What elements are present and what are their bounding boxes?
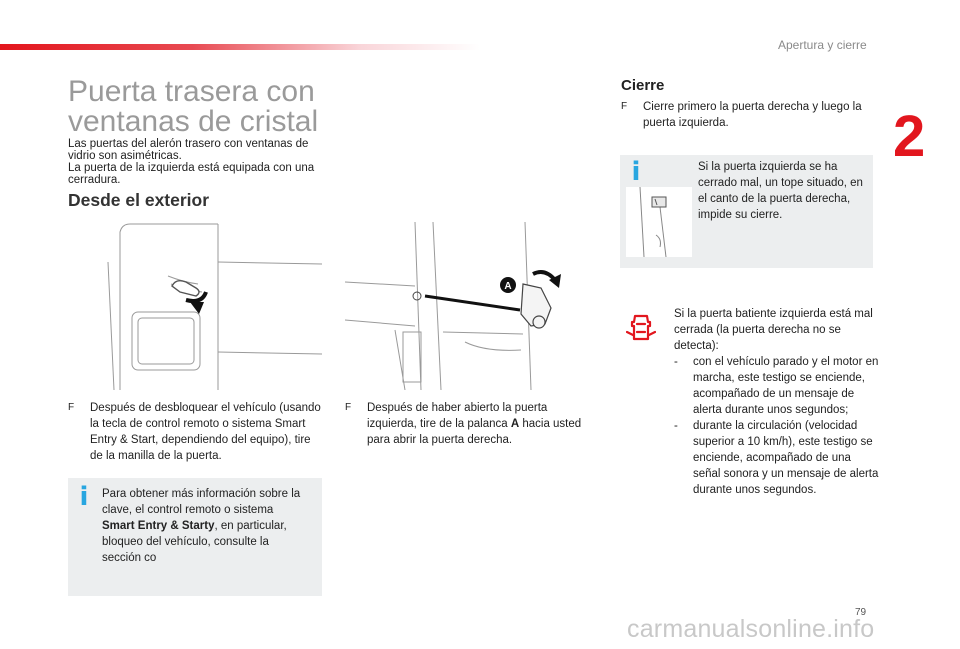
figure-door-handle (68, 222, 322, 390)
warning-item (674, 418, 879, 498)
warning-text (674, 306, 879, 498)
lever-ref: A (510, 418, 520, 430)
info-box-stop (620, 155, 873, 268)
info-text-bold: Smart Entry & Starty (102, 520, 215, 532)
step-bullet: F (621, 101, 628, 112)
intro-text (68, 138, 328, 186)
info-icon: i (79, 482, 89, 512)
warning-intro: Si la puerta batiente izquierda está mal cerrada (la puerta derecha no se detecta): (674, 308, 873, 352)
dash: - (674, 356, 678, 368)
watermark: carmanualsonline.info (627, 615, 875, 643)
chapter-number: 2 (893, 104, 926, 169)
warning-list (674, 354, 879, 498)
lever-label-a: A (504, 281, 512, 292)
step-open-exterior (68, 400, 326, 464)
lever-illustration (345, 222, 565, 390)
stop-photo (626, 187, 692, 257)
step-open-right-door (345, 400, 599, 448)
step-text: Después de desbloquear el vehículo (usando la tecla de control remoto o sistema Smart Entry & Start, dependiendo del equipo), tire de la manilla de la puerta. (90, 402, 321, 462)
door-stop-illustration (626, 187, 692, 257)
section-title: Apertura y cierre (778, 38, 867, 52)
intro-line: Las puertas del alerón trasero con ventanas de vidrio son asimétricas. (68, 138, 309, 162)
warning-item-text: durante la circulación (velocidad superior a 10 km/h), este testigo se enciende, acompañado de una señal sonora y un mensaje de alerta durante unos segundos. (693, 420, 879, 496)
page-title: Puerta trasera con ventanas de cristal (68, 75, 319, 138)
info-text: Si la puerta izquierda se ha cerrado mal, un tope situado, en el canto de la puerta derecha, impide su cierre. (698, 161, 863, 221)
intro-line: La puerta de la izquierda está equipada con una cerradura. (68, 162, 315, 186)
info-text-part: Para obtener más información sobre la clave, el control remoto o sistema (102, 488, 301, 516)
door-warning-icon (626, 313, 656, 347)
figure-lever-a (345, 222, 565, 390)
step-text (345, 400, 599, 448)
header-accent-bar (0, 44, 480, 50)
info-text-part: , en particular, bloqueo del vehículo, consulte la sección co (102, 520, 287, 564)
info-icon: i (631, 157, 641, 187)
warning-item (674, 354, 879, 418)
door-handle-illustration (68, 222, 322, 390)
cierre-heading: Cierre (621, 77, 665, 94)
page-number: 79 (855, 607, 867, 618)
warning-item-text: con el vehículo parado y el motor en marcha, este testigo se enciende, acompañado de un mensaje de alerta durante unos segundos; (693, 356, 879, 416)
exterior-heading: Desde el exterior (68, 190, 210, 210)
info-box-remote (68, 478, 322, 596)
step-text-part: hacia usted para abrir la puerta derecha. (367, 418, 582, 446)
info-text (102, 486, 302, 566)
step-bullet: F (68, 402, 75, 413)
step-bullet: F (345, 402, 352, 413)
step-text: Cierre primero la puerta derecha y luego la puerta izquierda. (643, 101, 862, 129)
dash: - (674, 420, 678, 432)
step-close (621, 99, 875, 131)
step-text-part: Después de haber abierto la puerta izquierda, tire de la palanca (367, 402, 548, 430)
